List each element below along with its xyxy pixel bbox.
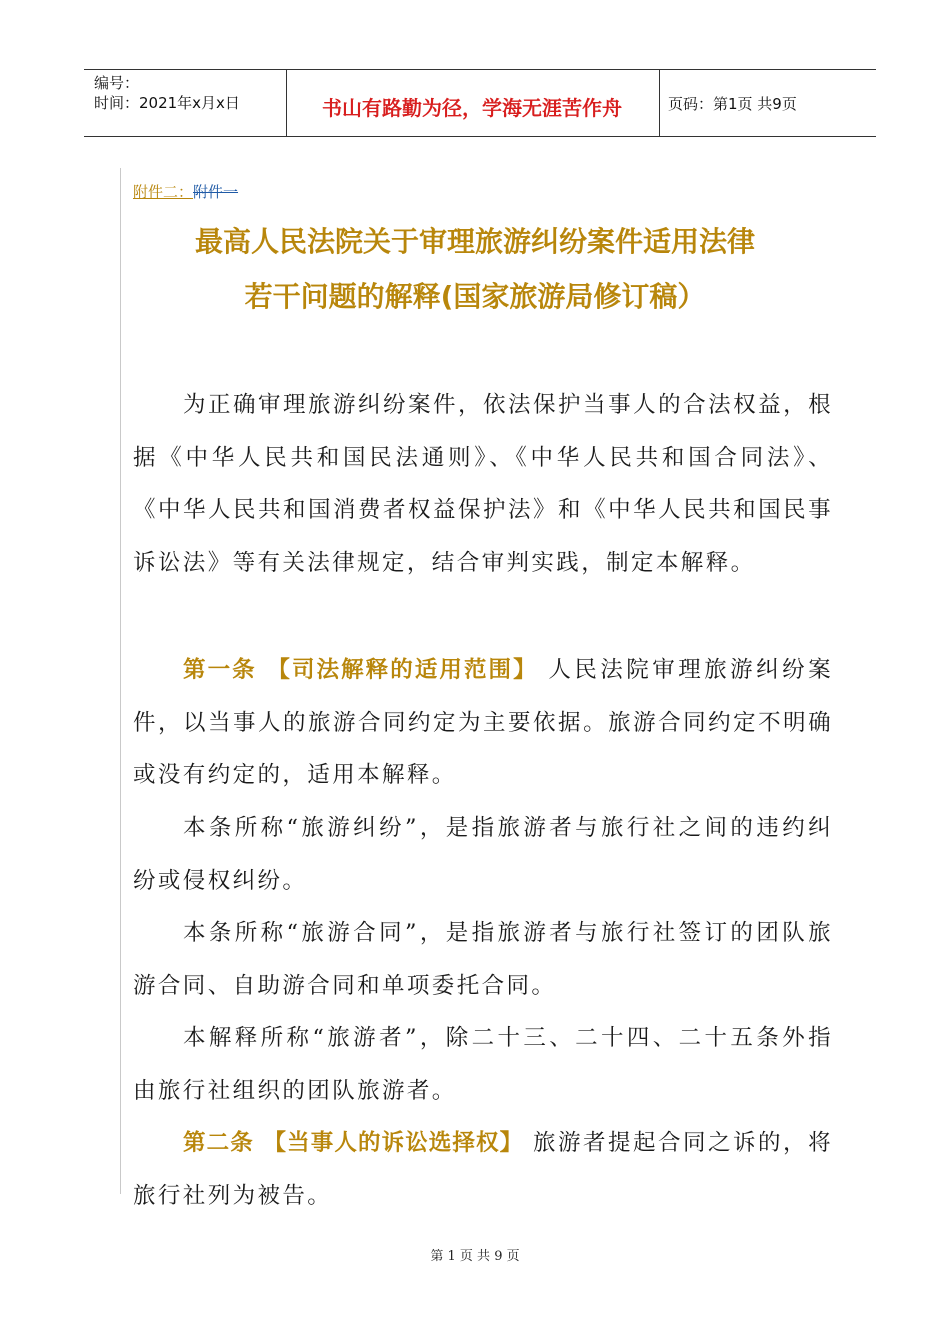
header-time-label: 时间：2021年x月x日 xyxy=(94,94,240,112)
article-1-definition-tourist: 本解释所称“旅游者”，除二十三、二十四、二十五条外指由旅行社组织的团队旅游者。 xyxy=(133,1025,833,1104)
annex-deleted-text: 附件一 xyxy=(193,183,239,201)
header-page-info: 页码：第1页 共9页 xyxy=(668,95,797,113)
document-title-line1: 最高人民法院关于审理旅游纠纷案件适用法律 xyxy=(194,225,755,258)
article-1-text: 人民法院审理旅游纠纷案件，以当事人的旅游合同约定为主要依据。旅游合同约定不明确或没有约定的，适用本解释。 xyxy=(133,657,833,788)
article-1-heading: 【司法解释的适用范围】 xyxy=(267,657,538,683)
header-motto: 书山有路勤为径，学海无涯苦作舟 xyxy=(322,96,622,120)
revision-margin-line xyxy=(120,168,121,1194)
document-title-line2: 若干问题的解释(国家旅游局修订稿） xyxy=(244,280,706,313)
annex-inserted-text: 附件二： xyxy=(133,183,194,201)
article-1-paragraph xyxy=(133,644,833,802)
article-1-number: 第一条 xyxy=(183,657,257,683)
article-1-definition-dispute: 本条所称“旅游纠纷”，是指旅游者与旅行社之间的违约纠纷或侵权纠纷。 xyxy=(133,815,833,894)
article-2-paragraph xyxy=(133,1117,833,1222)
preamble-paragraph: 为正确审理旅游纠纷案件，依法保护当事人的合法权益，根据《中华人民共和国民法通则》、《中华人民共和国合同法》、《中华人民共和国消费者权益保护法》和《中华人民共和国民事诉讼法》等有关法律规定，结合审判实践，制定本解释。 xyxy=(133,392,833,576)
header-bottom-rule xyxy=(84,136,876,137)
header-divider-right xyxy=(659,70,660,136)
header-number-label: 编号： xyxy=(94,74,140,92)
article-2-number: 第二条 xyxy=(183,1130,254,1156)
article-1-definition-contract: 本条所称“旅游合同”，是指旅游者与旅行社签订的团队旅游合同、自助游合同和单项委托合同。 xyxy=(133,920,833,999)
header-top-rule xyxy=(84,69,876,70)
footer-page-number: 第 1 页 共 9 页 xyxy=(430,1249,520,1264)
annex-marker xyxy=(133,181,238,203)
article-2-heading: 【当事人的诉讼选择权】 xyxy=(263,1130,524,1156)
article-2-text: 旅游者提起合同之诉的，将旅行社列为被告。 xyxy=(133,1130,833,1209)
